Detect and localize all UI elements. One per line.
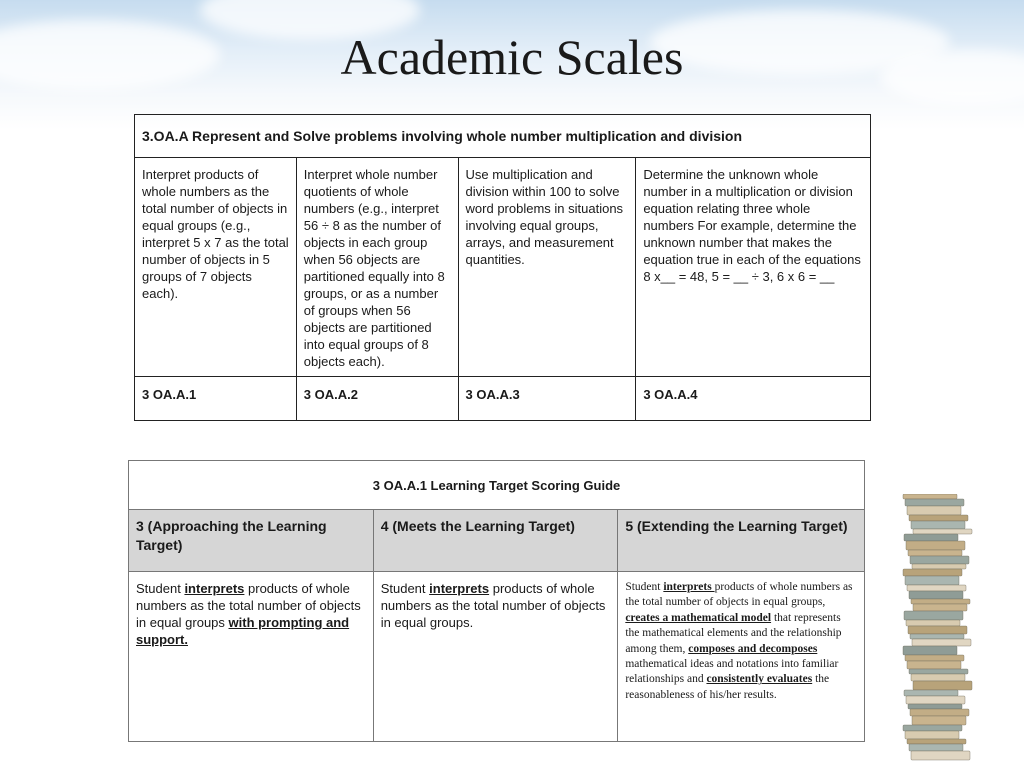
scoring-guide-table <box>128 460 865 742</box>
emphasis: interprets <box>184 581 245 596</box>
level-5-description <box>618 572 865 742</box>
standard-code: 3 OA.A.4 <box>636 377 871 421</box>
standard-code: 3 OA.A.3 <box>458 377 636 421</box>
emphasis: interprets <box>429 581 490 596</box>
book-spine <box>904 534 958 541</box>
scoring-guide-title: 3 OA.A.1 Learning Target Scoring Guide <box>129 461 865 510</box>
book-spine <box>908 550 962 556</box>
page-title: Academic Scales <box>340 29 684 85</box>
book-spine <box>907 506 961 515</box>
book-spine <box>911 599 970 604</box>
book-spine <box>912 564 966 569</box>
standards-table <box>134 114 871 421</box>
emphasis: interprets <box>663 581 715 593</box>
text: Student <box>136 581 185 596</box>
level-3-description <box>129 572 374 742</box>
scoring-levels-row <box>129 510 865 572</box>
book-spine <box>912 639 971 646</box>
book-spine <box>911 751 970 760</box>
book-spine <box>906 620 960 626</box>
book-spine <box>911 521 965 529</box>
book-spine <box>903 494 957 499</box>
level-4-heading: 4 (Meets the Learning Target) <box>373 510 618 572</box>
book-spine <box>905 731 959 739</box>
book-spine <box>907 739 966 744</box>
book-stack-illustration <box>896 494 976 762</box>
level-5-heading: 5 (Extending the Learning Target) <box>618 510 865 572</box>
text: products of whole numbers as the total number of objects in equal groups. <box>380 581 606 630</box>
emphasis: consistently evaluates <box>706 673 813 686</box>
standards-header: 3.OA.A Represent and Solve problems involving whole number multiplication and division <box>135 115 871 158</box>
level-3-heading: 3 (Approaching the Learning Target) <box>129 510 374 572</box>
book-spine <box>908 704 962 709</box>
standard-code: 3 OA.A.2 <box>296 377 458 421</box>
standards-code-row <box>135 377 871 421</box>
book-spine <box>903 569 962 576</box>
scoring-descriptions-row <box>129 572 865 742</box>
book-spine <box>903 646 957 655</box>
book-spine <box>904 611 963 620</box>
standard-description: Use multiplication and division within 100 to solve word problems in situations involving equal groups, arrays, and measurement quantities. <box>458 158 636 377</box>
scoring-guide-title-row <box>129 461 865 510</box>
text: products of whole numbers as the total number of objects in equal groups <box>136 581 361 630</box>
level-4-description <box>373 572 618 742</box>
emphasis: creates a mathematical model <box>625 611 772 624</box>
book-spine <box>905 655 964 661</box>
book-spine <box>909 515 968 521</box>
book-spine <box>907 661 961 669</box>
book-spine <box>903 725 962 731</box>
book-spine <box>908 626 967 634</box>
book-spine <box>910 709 969 716</box>
text: Student <box>380 581 430 596</box>
book-spine <box>910 556 969 564</box>
book-spine <box>913 604 967 611</box>
book-spine <box>909 669 968 674</box>
book-spine <box>909 744 963 751</box>
book-spine <box>906 541 965 550</box>
book-spine <box>905 499 964 506</box>
standards-header-row <box>135 115 871 158</box>
text: mathematical ideas and notations into familiar relationships and <box>625 658 839 686</box>
standard-description: Interpret products of whole numbers as the total number of objects in equal groups (e.g., interpret 5 x 7 as the total number of objects in 5 groups of 7 objects each). <box>135 158 297 377</box>
text: the reasonableness of his/her results. <box>625 673 830 701</box>
book-spine <box>913 529 972 534</box>
book-spine <box>910 634 964 639</box>
book-spine <box>905 576 959 585</box>
book-spine <box>911 674 965 681</box>
text: that represents the mathematical elements and the relationship among them, <box>625 611 842 655</box>
emphasis: with prompting and support. <box>136 615 350 647</box>
book-spine <box>907 585 966 591</box>
standards-description-row <box>135 158 871 377</box>
book-spine <box>906 696 965 704</box>
book-spine <box>909 591 963 599</box>
book-spine <box>912 716 966 725</box>
standard-description: Interpret whole number quotients of whole numbers (e.g., interpret 56 ÷ 8 as the number of objects in each group when 56 objects are partitioned equally into 8 groups, or as a number of groups when 56 objects are partitioned into equal groups of 8 objects each). <box>296 158 458 377</box>
book-spine <box>904 690 958 696</box>
text: products of whole numbers as the total number of objects in equal groups, <box>625 581 853 609</box>
text: Student <box>625 581 664 593</box>
standard-description: Determine the unknown whole number in a multiplication or division equation relating three whole numbers For example, determine the unknown number that makes the equation true in each of the equations 8 x__ = 48, 5 = __ ÷ 3, 6 x 6 = __ <box>636 158 871 377</box>
standard-code: 3 OA.A.1 <box>135 377 297 421</box>
emphasis: composes and decomposes <box>688 642 818 655</box>
book-spine <box>913 681 972 690</box>
